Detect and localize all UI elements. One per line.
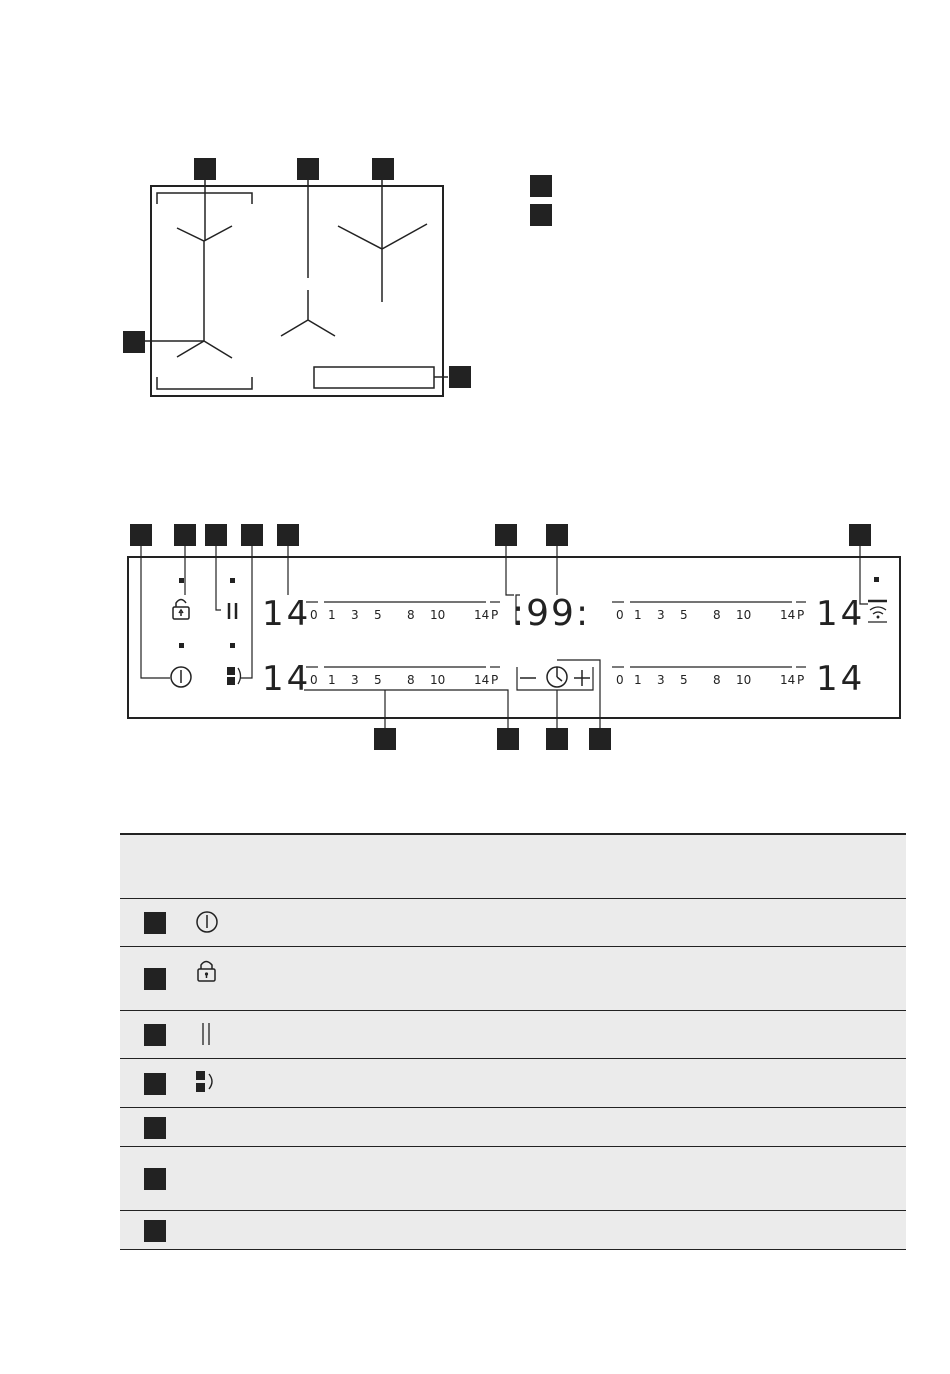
timer-icon[interactable] [547, 667, 567, 687]
callout-control-panel [449, 366, 471, 388]
power-level-label[interactable]: 10 [736, 673, 752, 687]
zone-display: 14 [262, 659, 312, 699]
table-row [120, 899, 906, 947]
row-number [144, 912, 166, 934]
power-level-label[interactable]: P [491, 673, 499, 687]
power-level-label[interactable]: 10 [736, 608, 752, 622]
power-level-label[interactable]: 10 [430, 608, 446, 622]
zone-marker-3 [281, 290, 335, 336]
zone-display: 14 [816, 659, 866, 699]
callout-slider [374, 728, 396, 750]
callout-bridge [241, 524, 263, 546]
power-level-label[interactable]: 10 [430, 673, 446, 687]
indicator-power [179, 643, 184, 648]
bridge-icon [194, 1068, 220, 1096]
cooktop-outline [151, 186, 443, 396]
power-level-label[interactable]: 0 [616, 673, 624, 687]
power-slider[interactable] [612, 667, 806, 687]
power-slider[interactable] [612, 602, 806, 622]
power-level-label[interactable]: 5 [680, 673, 688, 687]
table-row [120, 1011, 906, 1059]
power-level-label[interactable]: 5 [374, 608, 382, 622]
callout-timer-value [546, 524, 568, 546]
hob-hood-icon[interactable] [868, 601, 887, 622]
power-level-label[interactable]: 1 [328, 608, 336, 622]
callout-booster [497, 728, 519, 750]
table-row [120, 1211, 906, 1250]
callout-timer-plus [589, 728, 611, 750]
power-level-label[interactable]: 14 [780, 608, 796, 622]
power-level-label[interactable]: P [491, 608, 499, 622]
callout-timer-display [495, 524, 517, 546]
row-number [144, 1117, 166, 1139]
cooktop-diagram [0, 0, 950, 420]
callout-zone-front-left [194, 158, 216, 180]
callout-timer-icon [546, 728, 568, 750]
row-number [144, 1220, 166, 1242]
callout-hob-hood [849, 524, 871, 546]
power-level-label[interactable]: 3 [657, 608, 665, 622]
zone-marker-1 [177, 226, 232, 330]
zone-display: 14 [816, 594, 866, 634]
power-level-label[interactable]: 0 [310, 608, 318, 622]
legend-key-2 [530, 204, 552, 226]
power-level-label[interactable]: 8 [407, 608, 415, 622]
indicator-hob-hood [874, 577, 879, 582]
panel-outline [128, 557, 900, 718]
indicator-lock [179, 578, 184, 583]
callout-pause [205, 524, 227, 546]
legend-key-1 [530, 175, 552, 197]
lock-icon[interactable] [173, 600, 189, 620]
table-row [120, 1108, 906, 1147]
table-row [120, 947, 906, 1011]
callout-zone-center [297, 158, 319, 180]
power-level-label[interactable]: 8 [407, 673, 415, 687]
power-level-label[interactable]: P [797, 673, 805, 687]
plus-icon[interactable] [574, 670, 590, 686]
row-number [144, 1024, 166, 1046]
zone-display: 14 [262, 594, 312, 634]
power-level-label[interactable]: 1 [328, 673, 336, 687]
power-icon [194, 908, 220, 936]
zone-bracket-bottom [157, 377, 252, 389]
power-level-label[interactable]: 0 [310, 673, 318, 687]
power-level-label[interactable]: P [797, 608, 805, 622]
zone-marker-2 [177, 330, 232, 358]
power-level-label[interactable]: 1 [634, 673, 642, 687]
bridge-icon[interactable] [227, 667, 241, 685]
function-table [120, 833, 906, 1250]
power-level-label[interactable]: 14 [780, 673, 796, 687]
power-level-label[interactable]: 3 [351, 608, 359, 622]
table-row [120, 1059, 906, 1108]
power-slider[interactable] [306, 602, 500, 622]
indicator-bridge [230, 643, 235, 648]
power-level-label[interactable]: 14 [474, 673, 490, 687]
indicator-pause [230, 578, 235, 583]
power-level-label[interactable]: 3 [657, 673, 665, 687]
pause-icon[interactable] [229, 603, 236, 619]
power-level-label[interactable]: 8 [713, 673, 721, 687]
row-number [144, 968, 166, 990]
row-number [144, 1073, 166, 1095]
display-area [314, 367, 434, 388]
callout-power [130, 524, 152, 546]
power-level-label[interactable]: 3 [351, 673, 359, 687]
power-level-label[interactable]: 8 [713, 608, 721, 622]
power-level-label[interactable]: 5 [680, 608, 688, 622]
timer-display: :99: [512, 593, 591, 634]
power-level-label[interactable]: 5 [374, 673, 382, 687]
power-level-label[interactable]: 0 [616, 608, 624, 622]
power-level-label[interactable]: 1 [634, 608, 642, 622]
power-slider[interactable] [306, 667, 500, 687]
callout-zone-left [123, 331, 145, 353]
lock-icon [194, 957, 220, 985]
callout-zone-display [277, 524, 299, 546]
callout-lock [174, 524, 196, 546]
table-header [120, 833, 906, 899]
table-row [120, 1147, 906, 1211]
row-number [144, 1168, 166, 1190]
callout-zone-rear-right [372, 158, 394, 180]
power-icon[interactable] [171, 667, 191, 687]
power-level-label[interactable]: 14 [474, 608, 490, 622]
pause-icon [194, 1020, 220, 1048]
